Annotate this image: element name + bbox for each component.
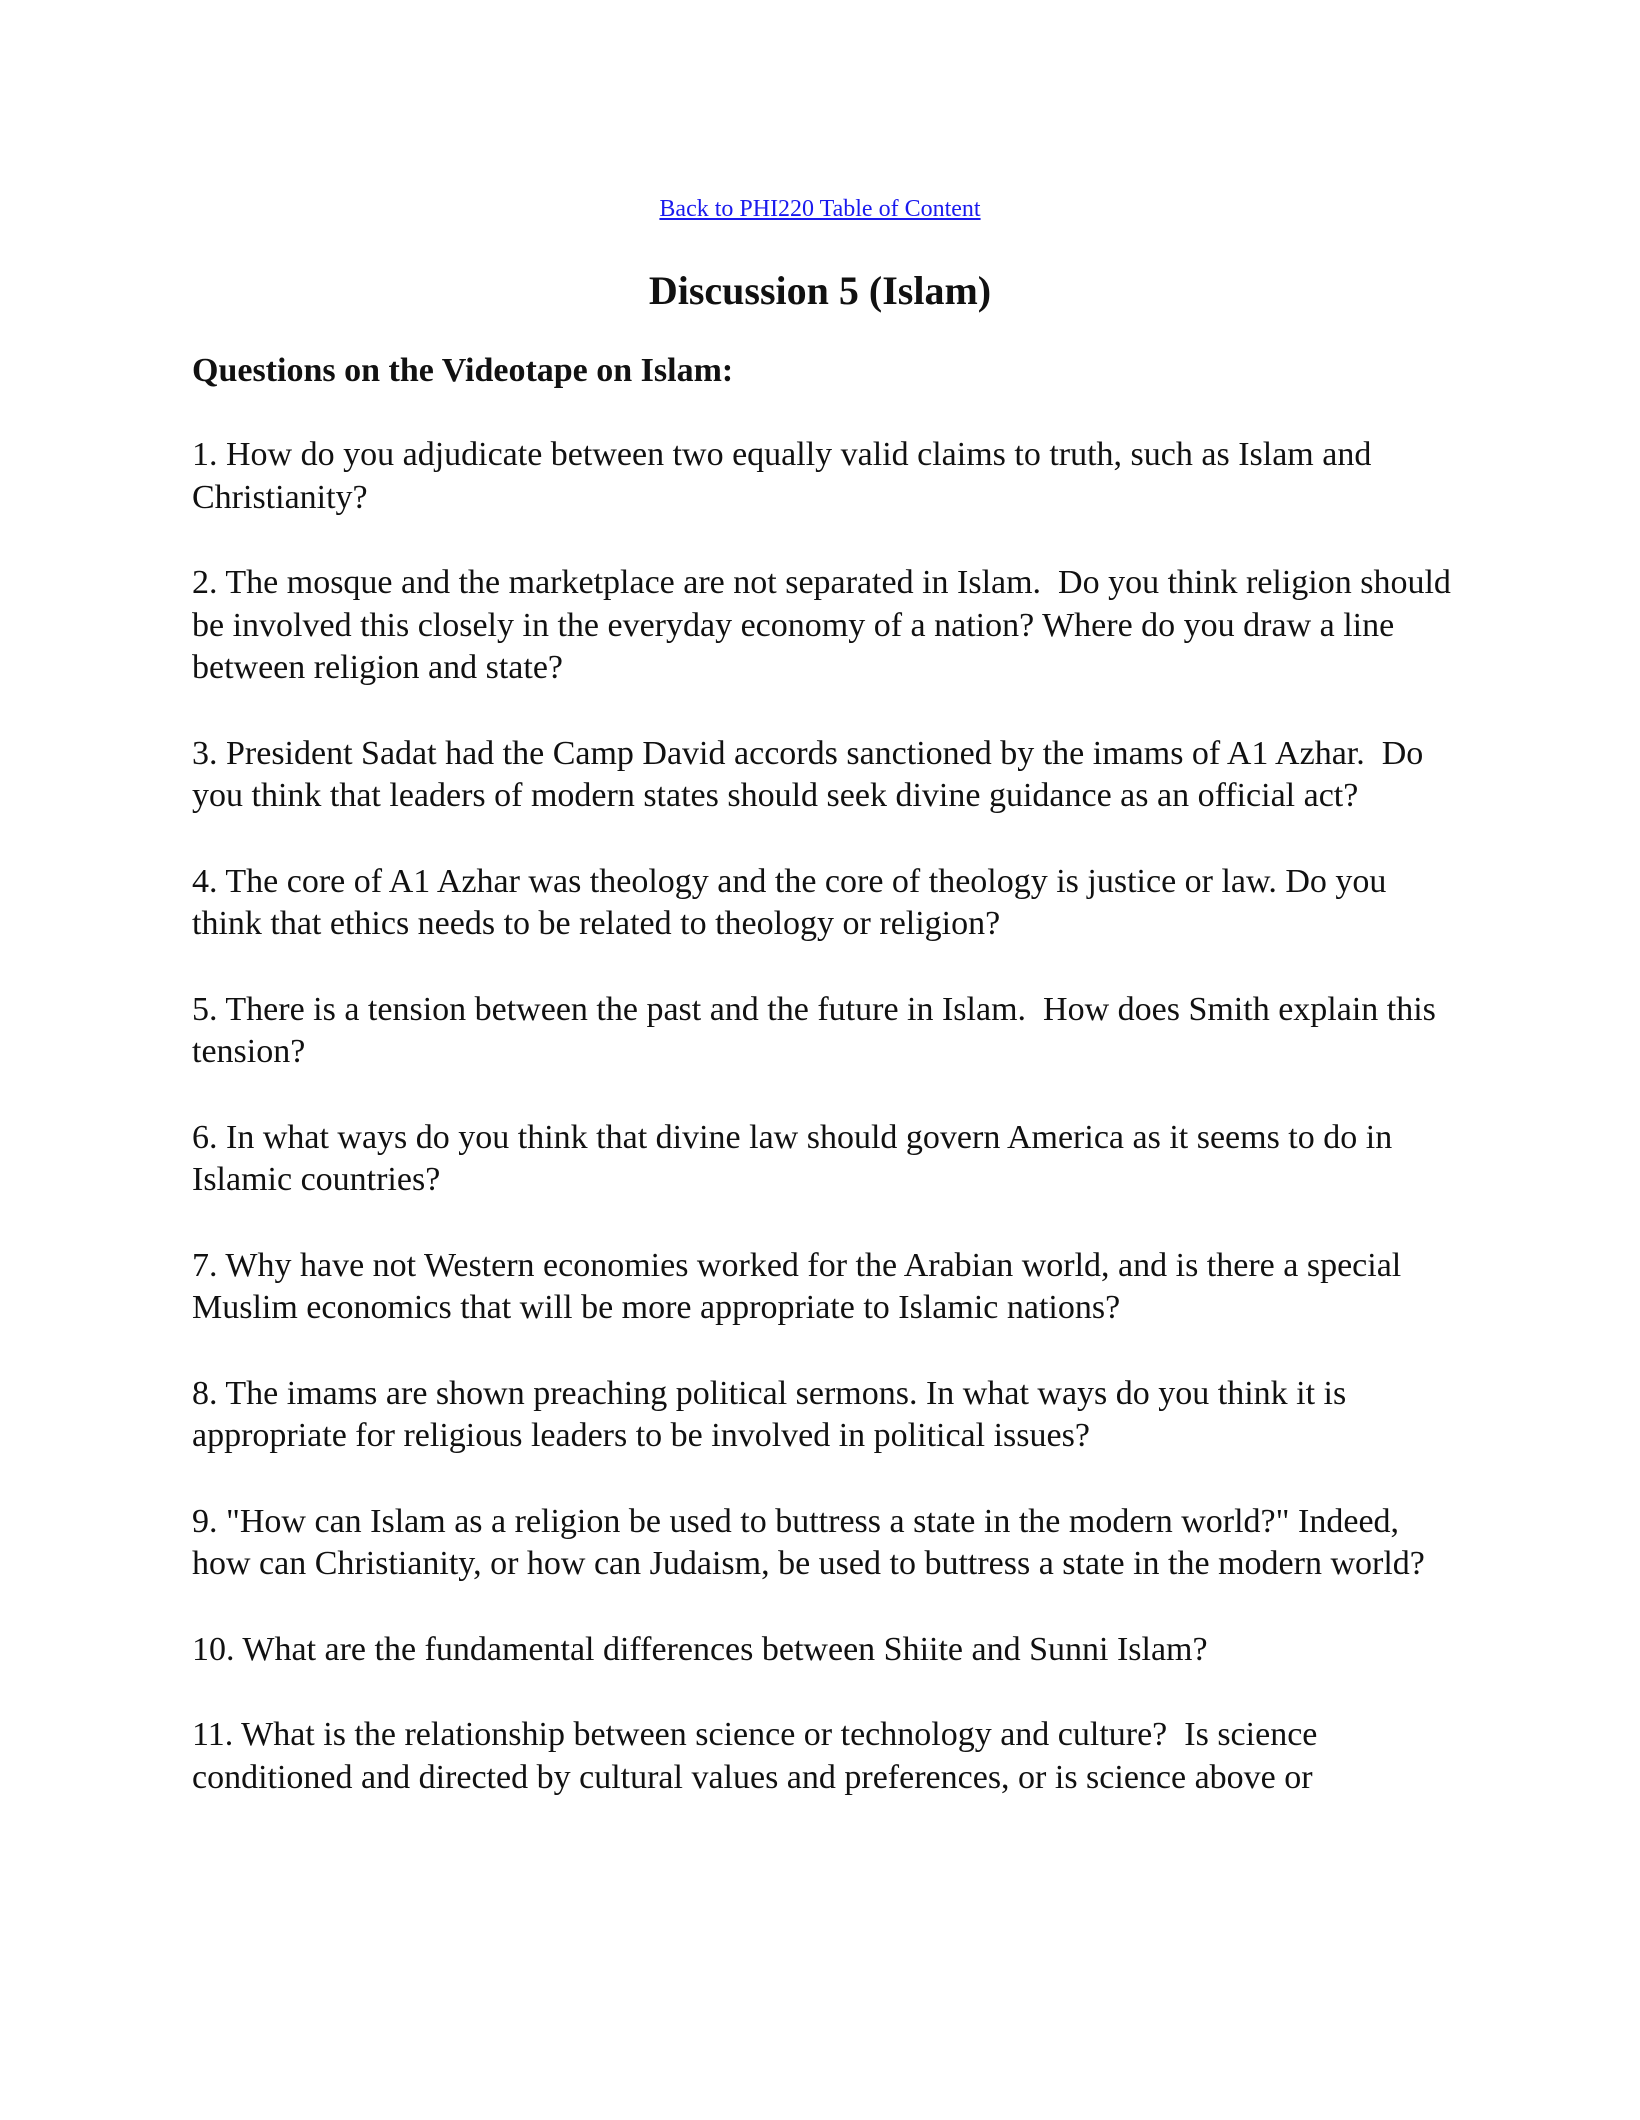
question-1: 1. How do you adjudicate between two equally valid claims to truth, such as Islam and Christianity?	[192, 436, 1380, 516]
question-3: 3. President Sadat had the Camp David accords sanctioned by the imams of A1 Azhar. Do you think that leaders of modern states should seek divine guidance as an official act?	[192, 734, 1432, 814]
back-to-table-of-content-link[interactable]: Back to PHI220 Table of Content	[659, 196, 981, 222]
question-6: 6. In what ways do you think that divine law should govern America as it seems to do in Islamic countries?	[192, 1118, 1401, 1198]
back-link-container	[0, 194, 1640, 224]
page-title: Discussion 5 (Islam)	[648, 268, 992, 313]
question-9: 9. "How can Islam as a religion be used to buttress a state in the modern world?" Indeed, how can Christianity, or how can Judaism, be used to buttress a state in the modern world?	[192, 1502, 1425, 1582]
question-7: 7. Why have not Western economies worked for the Arabian world, and is there a special Muslim economics that will be more appropriate to Islamic nations?	[192, 1246, 1410, 1326]
question-11: 11. What is the relationship between science or technology and culture? Is science conditioned and directed by cultural values and preferences, or is science above or	[192, 1716, 1326, 1796]
document-body	[192, 350, 1460, 1842]
question-4: 4. The core of A1 Azhar was theology and the core of theology is justice or law. Do you think that ethics needs to be related to theology or religion?	[192, 862, 1395, 942]
question-10: 10. What are the fundamental differences between Shiite and Sunni Islam?	[192, 1630, 1208, 1668]
section-heading: Questions on the Videotape on Islam:	[192, 352, 734, 389]
question-8: 8. The imams are shown preaching political sermons. In what ways do you think it is appropriate for religious leaders to be involved in political issues?	[192, 1374, 1355, 1454]
question-5: 5. There is a tension between the past and the future in Islam. How does Smith explain this tension?	[192, 990, 1445, 1070]
question-2: 2. The mosque and the marketplace are not separated in Islam. Do you think religion should be involved this closely in the everyday economy of a nation? Where do you draw a line between religion and state?	[192, 564, 1460, 686]
